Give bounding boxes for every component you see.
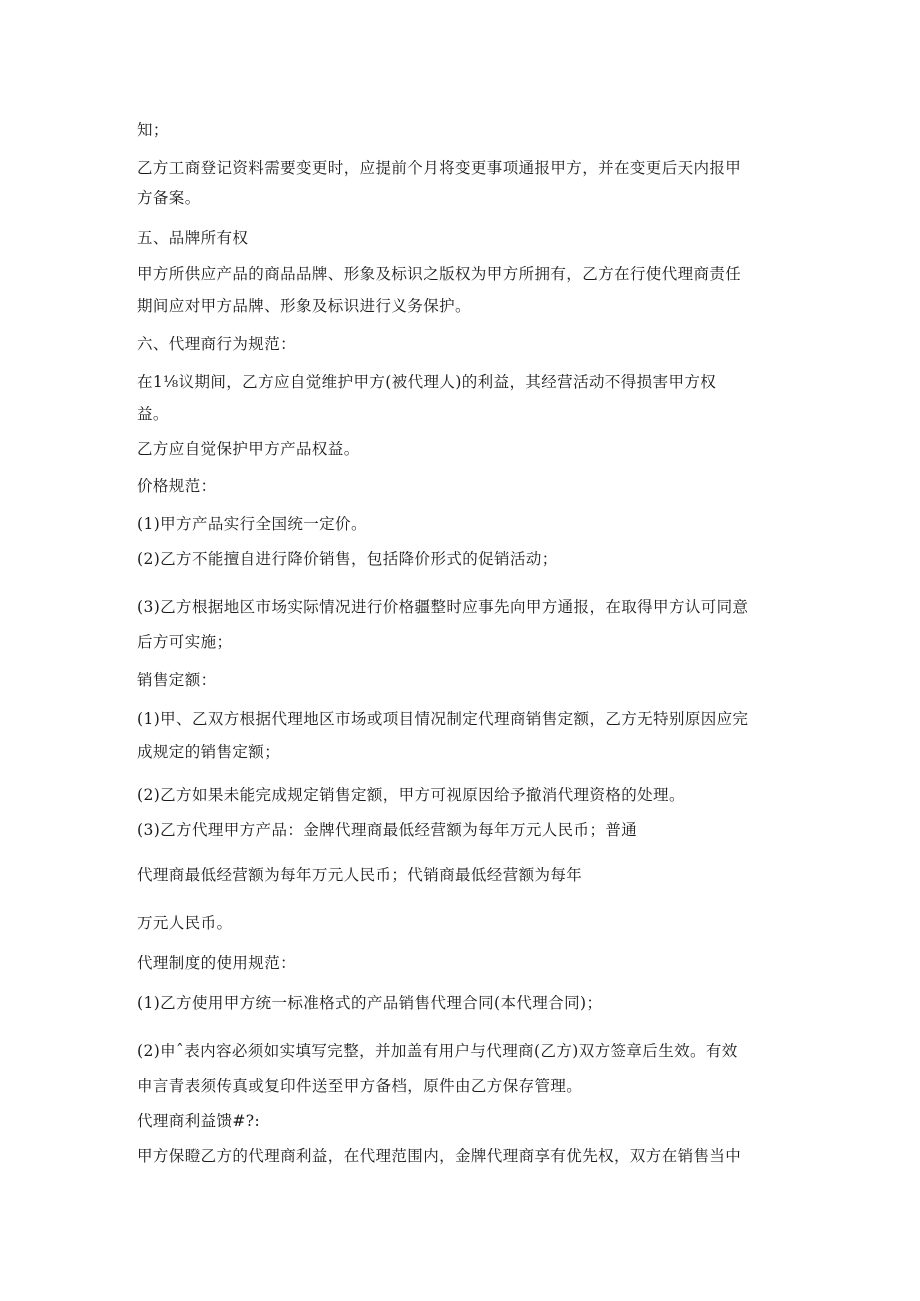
sub-heading: 代理制度的使用规范： [137, 954, 297, 972]
section-heading: 五、品牌所有权 [137, 229, 249, 247]
section-heading: 六、代理商行为规范： [137, 335, 297, 353]
list-item: (2)乙方如果未能完成规定销售定额，甲方可视原因给予撤消代理资格的处理。 [137, 786, 685, 804]
text-line: 乙方工商登记资料需要变更时，应提前个月将变更事项通报甲方，并在变更后天内报甲 [137, 159, 742, 177]
text-line: 知； [137, 121, 169, 139]
list-item: (2)申ˆ表内容必须如实填写完整，并加盖有用户与代理商(乙方)双方签章后生效。有效 [137, 1042, 738, 1060]
sub-heading: 销售定额： [137, 671, 217, 689]
list-item: (1)甲、乙双方根据代理地区市场或项目情况制定代理商销售定额，乙方无特别原因应完 [137, 710, 749, 728]
sub-heading: 代理商利益馈#?: [137, 1112, 261, 1130]
text-line: 万元人民币。 [137, 914, 233, 932]
text-line: 代理商最低经营额为每年万元人民币；代销商最低经营额为每年 [137, 866, 583, 884]
text-line: 在1⅛议期间，乙方应自觉维护甲方(被代理人)的利益，其经营活动不得损害甲方权 [137, 373, 717, 391]
list-item: (1)甲方产品实行全国统一定价。 [137, 515, 367, 533]
text-line: 申言青表须传真或复印件送至甲方备档，原件由乙方保存管理。 [137, 1077, 583, 1095]
text-line: 乙方应自觉保护甲方产品权益。 [137, 440, 360, 458]
text-line: 成规定的销售定额； [137, 743, 281, 761]
text-line: 后方可实施； [137, 633, 233, 651]
list-item: (3)乙方根据地区市场实际情况进行价格疆整时应事先向甲方通报，在取得甲方认可同意 [137, 598, 749, 616]
list-item: (1)乙方使用甲方统一标准格式的产品销售代理合同(本代理合同)； [137, 994, 603, 1012]
text-line: 期间应对甲方品牌、形象及标识进行义务保护。 [137, 297, 471, 315]
list-item: (2)乙方不能擅自进行降价销售，包括降价形式的促销活动； [137, 550, 558, 568]
text-line: 方备案。 [137, 189, 201, 207]
sub-heading: 价格规范： [137, 477, 217, 495]
text-line: 甲方保瞪乙方的代理商利益，在代理范围内，金牌代理商享有优先权，双方在销售当中 [137, 1147, 742, 1165]
text-line: 甲方所供应产品的商品品牌、形象及标识之版权为甲方所拥有，乙方在行使代理商责任 [137, 265, 742, 283]
list-item: (3)乙方代理甲方产品：金牌代理商最低经营额为每年万元人民币；普通 [137, 821, 638, 839]
text-line: 益。 [137, 405, 169, 423]
